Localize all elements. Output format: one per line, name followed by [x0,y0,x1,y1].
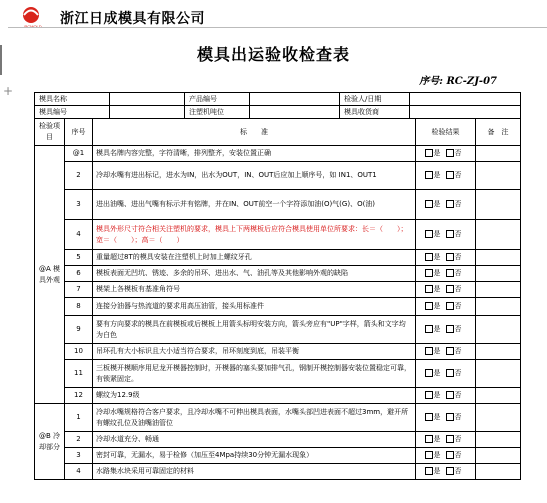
checkbox[interactable] [446,253,454,261]
company-name: 浙江日成模具有限公司 [60,11,205,27]
col-remark: 备 注 [476,119,521,146]
checkbox-label: 是 [433,451,441,459]
row-number: 3 [65,190,93,220]
table-row [35,298,521,316]
table-row [35,432,521,448]
result-cell [416,282,476,298]
checkbox-label: 否 [454,435,462,443]
checkbox[interactable] [446,269,454,277]
injection-machine-value[interactable] [250,106,340,119]
checkbox[interactable] [425,253,433,261]
cursor-plus-icon: + [3,84,14,98]
row-number: 6 [65,266,93,282]
result-cell [416,220,476,250]
checkbox[interactable] [425,302,433,310]
row-number: 4 [65,220,93,250]
checkbox[interactable] [446,391,454,399]
remark-cell[interactable] [476,388,521,404]
result-cell [416,404,476,432]
checkbox-label: 是 [433,369,441,377]
result-cell [416,190,476,220]
col-standard: 标 准 [93,119,416,146]
shipment-label: 模具收货商 [340,106,410,119]
standard-text: 进出油嘴、进出气嘴有标示并有铭牌，并在IN、OUT前空一个字符添加油(O)气(G)、O(油) [93,190,416,220]
checkbox-label: 是 [433,325,441,333]
row-number: @1 [65,146,93,162]
checkbox[interactable] [446,451,454,459]
remark-cell[interactable] [476,162,521,190]
result-cell [416,266,476,282]
checkbox-label: 是 [433,269,441,277]
table-row [35,464,521,480]
result-cell [416,250,476,266]
row-number: 7 [65,282,93,298]
mold-no-label: 模具编号 [35,106,110,119]
result-cell [416,388,476,404]
header-divider [8,27,547,28]
company-logo [18,5,48,29]
checkbox-label: 否 [454,230,462,238]
section-label: @A 模具外观 [35,146,65,404]
injection-machine-label: 注塑机吨位 [185,106,250,119]
inspection-table [34,118,521,480]
row-number: 5 [65,250,93,266]
standard-text: 水路集水块采用可靠固定的材料 [93,464,416,480]
svg-text:RCMOLD: RCMOLD [24,24,42,29]
checkbox[interactable] [425,467,433,475]
checkbox-label: 是 [433,302,441,310]
standard-text: 吊环孔有大小标识且大小适当符合要求，吊环刻度到底，吊装平衡 [93,344,416,360]
checkbox-label: 否 [454,171,462,179]
product-no-label: 产品编号 [185,93,250,106]
remark-cell[interactable] [476,432,521,448]
checkbox[interactable] [425,347,433,355]
standard-text: 模板表面无凹坑、锈迹、多余的吊环、进出水、气、油孔等及其他影响外观的缺陷 [93,266,416,282]
mold-no-value[interactable] [110,106,185,119]
serial-number: 序号: RC-ZJ-07 [419,76,497,87]
table-row [35,360,521,388]
result-cell [416,448,476,464]
remark-cell[interactable] [476,282,521,298]
standard-text: 冷却水道充分、畅通 [93,432,416,448]
result-cell [416,344,476,360]
row-number: 11 [65,360,93,388]
table-row [35,220,521,250]
checkbox-label: 否 [454,369,462,377]
table-row [35,146,521,162]
result-cell [416,360,476,388]
checkbox-label: 是 [433,171,441,179]
row-number: 2 [65,162,93,190]
checkbox-label: 否 [454,149,462,157]
checkbox[interactable] [425,413,433,421]
checkbox-label: 否 [454,285,462,293]
checkbox[interactable] [446,230,454,238]
checkbox[interactable] [446,171,454,179]
table-row [35,448,521,464]
checkbox-label: 是 [433,347,441,355]
checkbox-label: 否 [454,451,462,459]
header-row [35,119,521,146]
checkbox[interactable] [446,435,454,443]
table-row [35,404,521,432]
col-seq: 序号 [65,119,93,146]
checkbox-label: 是 [433,253,441,261]
row-number: 12 [65,388,93,404]
checkbox[interactable] [446,285,454,293]
checkbox[interactable] [425,369,433,377]
checkbox[interactable] [425,200,433,208]
result-cell [416,316,476,344]
standard-text: 三板模开模顺序用尼龙开模器控制时，开模器的塞头要加排气孔，钢制开模控制器安装位置稳定可靠，有锁紧固定。 [93,360,416,388]
checkbox[interactable] [425,391,433,399]
result-cell [416,464,476,480]
standard-text: 密封可靠，无漏水，易于检修（加压至4Mpa持续30分钟无漏水现象） [93,448,416,464]
col-result: 检验结果 [416,119,476,146]
checkbox[interactable] [425,269,433,277]
standard-text: 模具名牌内容完整，字符清晰，排列整齐，安装位置正确 [93,146,416,162]
checkbox[interactable] [446,200,454,208]
result-cell [416,432,476,448]
checkbox-label: 否 [454,325,462,333]
result-cell [416,162,476,190]
info-table [34,92,521,119]
checkbox[interactable] [425,451,433,459]
remark-cell[interactable] [476,404,521,432]
table-row [35,388,521,404]
remark-cell[interactable] [476,316,521,344]
checkbox-label: 是 [433,391,441,399]
remark-cell[interactable] [476,344,521,360]
standard-text: 连接分油器与热流道的要求用高压油管，接头用标准件 [93,298,416,316]
info-row-2 [35,106,521,119]
inspector-label: 检验人/日期 [340,93,410,106]
checkbox[interactable] [425,285,433,293]
remark-cell[interactable] [476,448,521,464]
standard-text: 冷却水嘴有进出标记，进水为IN，出水为OUT，IN、OUT后应加上顺序号，如 IN1、OUT1 [93,162,416,190]
mold-name-value[interactable] [110,93,185,106]
checkbox-label: 是 [433,435,441,443]
checkbox[interactable] [425,171,433,179]
checkbox-label: 是 [433,200,441,208]
standard-text: 冷却水嘴规格符合客户要求，且冷却水嘴不可伸出模具表面，水嘴头部凹进表面不超过3mm，避开所有螺纹孔位及油嘴油管位 [93,404,416,432]
remark-cell[interactable] [476,250,521,266]
table-row [35,316,521,344]
table-row [35,266,521,282]
checkbox-label: 否 [454,269,462,277]
remark-cell[interactable] [476,298,521,316]
checkbox[interactable] [446,302,454,310]
checkbox[interactable] [446,325,454,333]
checkbox-label: 否 [454,413,462,421]
section-label: @B 冷却部分 [35,404,65,480]
checkbox-label: 否 [454,200,462,208]
checkbox[interactable] [425,230,433,238]
remark-cell[interactable] [476,464,521,480]
remark-cell[interactable] [476,220,521,250]
checkbox-label: 否 [454,253,462,261]
result-cell [416,146,476,162]
standard-text: 要有方向要求的模具在前模板或后模板上用箭头标明安装方向，箭头旁应有"UP"字样，箭头和文字均为白色 [93,316,416,344]
table-row [35,250,521,266]
remark-cell[interactable] [476,146,521,162]
row-number: 3 [65,448,93,464]
remark-cell[interactable] [476,266,521,282]
checkbox-label: 是 [433,230,441,238]
info-row-1 [35,93,521,106]
checkbox-label: 否 [454,467,462,475]
checkbox[interactable] [446,369,454,377]
standard-text: 重量超过8T的模具安装在注塑机上时加上螺纹牙孔 [93,250,416,266]
table-row [35,282,521,298]
mold-name-label: 模具名称 [35,93,110,106]
row-number: 2 [65,432,93,448]
checkbox[interactable] [446,149,454,157]
standard-text: 螺纹为12.9级 [93,388,416,404]
standard-text: 模具外形尺寸符合相关注塑机的要求，模具上下两模板后应符合模具使用单位所要求：长＝（ ）；宽＝（ ）；高＝（ ） [93,220,416,250]
checkbox-label: 是 [433,413,441,421]
table-row [35,344,521,360]
checkbox-label: 是 [433,467,441,475]
checkbox[interactable] [446,413,454,421]
row-number: 9 [65,316,93,344]
row-number: 1 [65,404,93,432]
checkbox[interactable] [446,347,454,355]
table-row [35,190,521,220]
checkbox[interactable] [425,149,433,157]
remark-cell[interactable] [476,360,521,388]
inspector-value[interactable] [410,93,521,106]
shipment-value[interactable] [410,106,521,119]
col-project: 检验项目 [35,119,65,146]
result-cell [416,298,476,316]
checkbox-label: 是 [433,285,441,293]
checkbox-label: 否 [454,391,462,399]
checkbox-label: 否 [454,302,462,310]
remark-cell[interactable] [476,190,521,220]
row-number: 10 [65,344,93,360]
product-no-value[interactable] [250,93,340,106]
checkbox-label: 是 [433,149,441,157]
standard-text: 模架上各模板有基准角符号 [93,282,416,298]
checkbox[interactable] [425,435,433,443]
row-number: 4 [65,464,93,480]
page-title: 模具出运验收检查表 [196,45,350,64]
row-number: 8 [65,298,93,316]
table-row [35,162,521,190]
checkbox[interactable] [425,325,433,333]
checkbox-label: 否 [454,347,462,355]
checkbox[interactable] [446,467,454,475]
